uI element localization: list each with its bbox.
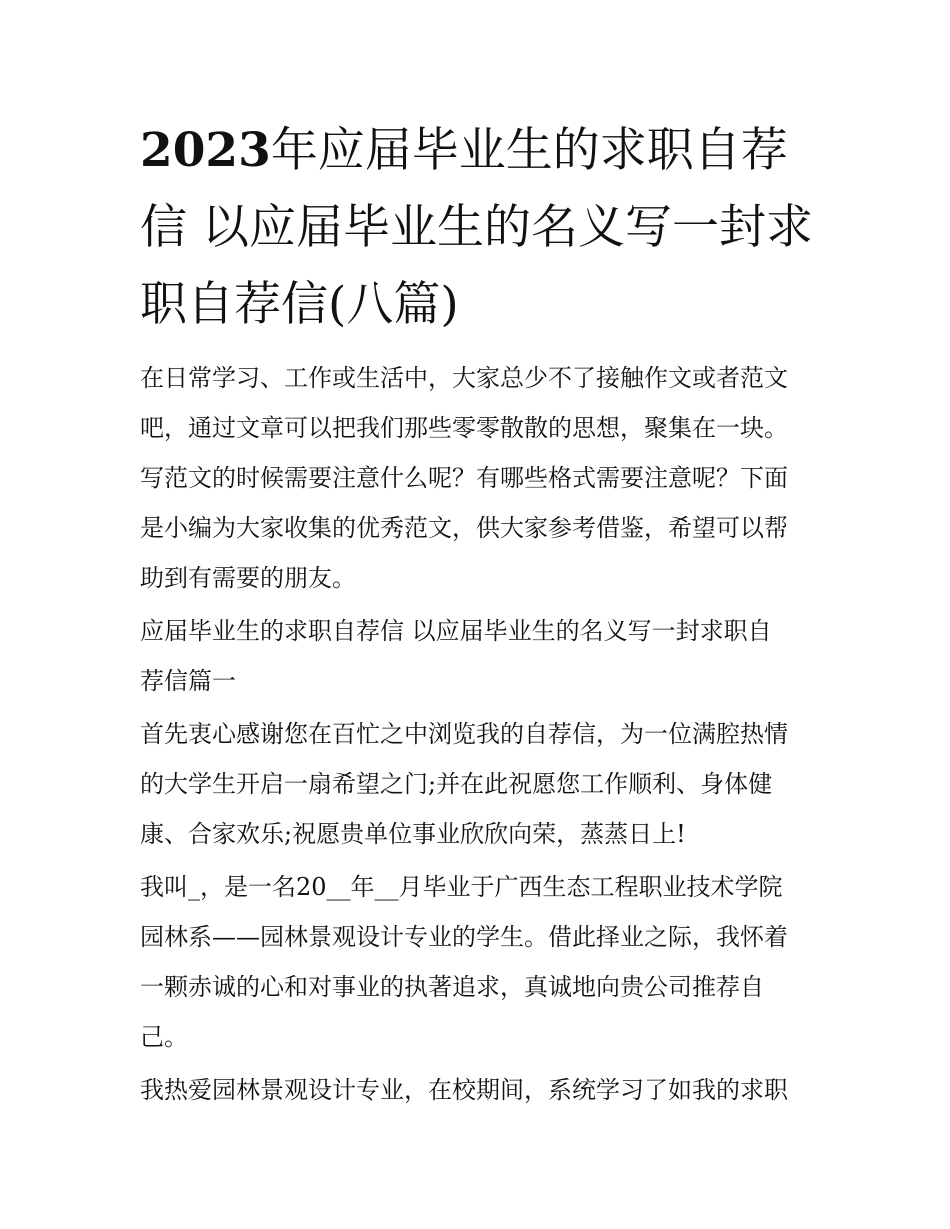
body-line: 首先衷心感谢您在百忙之中浏览我的自荐信，为一位满腔热情 — [140, 720, 788, 748]
body-line: 是小编为大家收集的优秀范文，供大家参考借鉴，希望可以帮 — [140, 514, 788, 542]
title-text: 年应届毕业生的求职自荐信 以应届毕业生的名义写一封求职自荐信(八篇) — [140, 123, 813, 332]
body-line: 园林系——园林景观设计专业的学生。借此择业之际，我怀着 — [140, 923, 788, 951]
body-line: 我热爱园林景观设计专业，在校期间，系统学习了如我的求职 — [140, 1076, 788, 1104]
body-line: 一颗赤诚的心和对事业的执著追求，真诚地向贵公司推荐自 — [140, 973, 764, 1001]
body-line: 在日常学习、工作或生活中，大家总少不了接触作文或者范文 — [140, 364, 788, 392]
document-title — [140, 112, 820, 343]
body-line: 写范文的时候需要注意什么呢？有哪些格式需要注意呢？下面 — [140, 464, 788, 492]
section-heading-line: 应届毕业生的求职自荐信 以应届毕业生的名义写一封求职自 — [140, 617, 772, 645]
body-line: 的大学生开启一扇希望之门;并在此祝愿您工作顺利、身体健 — [140, 770, 773, 798]
section-heading-line: 荐信篇一 — [140, 667, 236, 695]
body-line: 吧，通过文章可以把我们那些零零散散的思想，聚集在一块。 — [140, 414, 788, 442]
body-line: 康、合家欢乐;祝愿贵单位事业欣欣向荣，蒸蒸日上! — [140, 820, 686, 848]
body-line: 己。 — [140, 1023, 188, 1051]
body-line: 我叫_，是一名20__年__月毕业于广西生态工程职业技术学院 — [140, 873, 783, 901]
title-year: 2023 — [140, 123, 271, 178]
body-line: 助到有需要的朋友。 — [140, 564, 356, 592]
